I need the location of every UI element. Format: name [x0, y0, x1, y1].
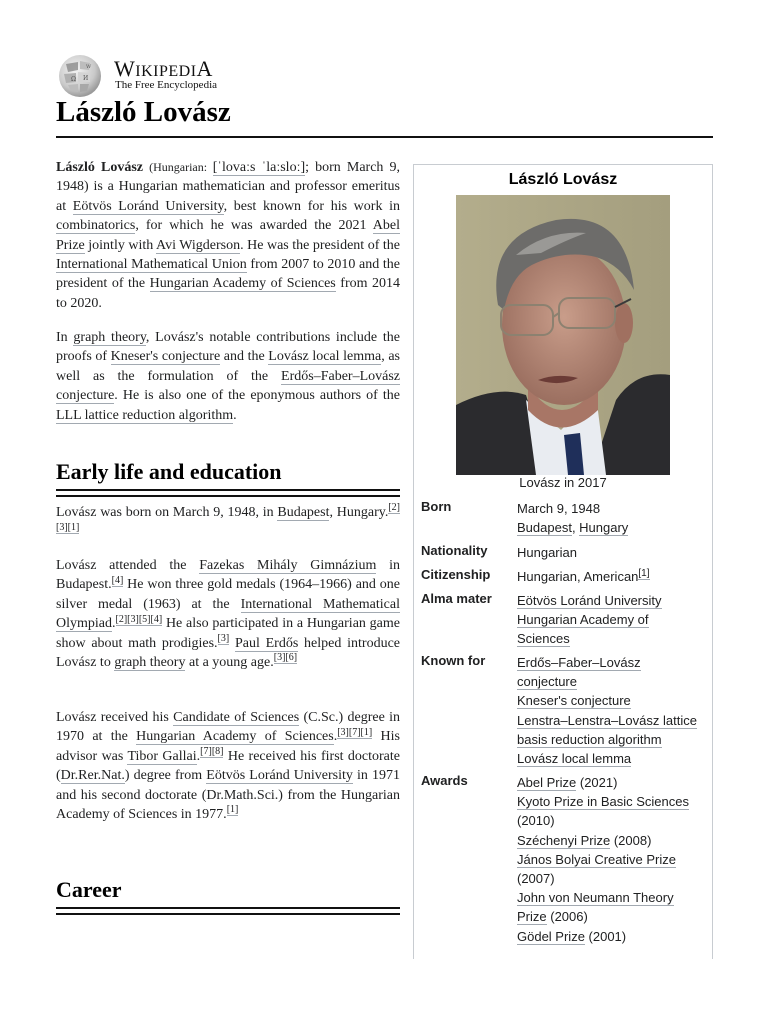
citation-ref[interactable]: [8] — [211, 746, 224, 758]
wordmark-text: WIKIPEDIA — [114, 56, 213, 81]
link-graph-theory[interactable]: graph theory — [114, 655, 186, 671]
title-divider — [56, 136, 713, 138]
text: His advisor was — [56, 729, 400, 764]
text: . He is also one of the eponymous authors of the — [114, 388, 400, 404]
text: . — [333, 729, 338, 745]
early-life-paragraph-1 — [56, 503, 400, 542]
link-combinatorics[interactable]: combinatorics — [56, 218, 136, 234]
award-year: (2007) — [517, 871, 555, 887]
award-year: (2001) — [584, 928, 627, 944]
link-lovasz-local-lemma[interactable]: Lovász local lemma — [268, 349, 382, 365]
photo-caption: Lovász in 2017 — [519, 475, 607, 490]
link-abel-prize[interactable]: Abel Prize — [517, 775, 577, 790]
link-john-von-neumann-prize[interactable]: Prize — [517, 909, 547, 925]
early-life-paragraph-3 — [56, 708, 400, 824]
label-alma-mater: Alma mater — [421, 591, 492, 606]
text: , Lovász's notable contributions include the proofs of — [56, 330, 400, 365]
link-hungarian-academy-of-sciences[interactable]: Sciences — [517, 631, 570, 647]
link-kyoto-prize[interactable]: Kyoto Prize in Basic Sciences — [517, 794, 689, 810]
label-awards: Awards — [421, 773, 468, 788]
citation-ref[interactable]: [5] — [138, 613, 151, 625]
section-heading-early-life: Early life and education — [56, 459, 282, 484]
link-lll-algorithm[interactable]: Lenstra–Lenstra–Lovász lattice — [517, 712, 697, 728]
link-budapest[interactable]: Budapest — [277, 505, 330, 520]
citation-ref[interactable]: [4] — [150, 613, 163, 625]
text: , for which he was awarded the 2021 — [135, 218, 373, 234]
citation-ref[interactable]: [6] — [285, 652, 298, 664]
svg-text:Ω: Ω — [71, 76, 76, 83]
citation-ref[interactable]: [7] — [348, 726, 361, 738]
citation-ref[interactable]: [3] — [337, 726, 349, 738]
link-hungary[interactable]: Hungary — [579, 520, 629, 536]
language-label: Hungarian: — [153, 160, 208, 174]
link-knesers-conjecture[interactable]: Kneser's conjecture — [110, 349, 221, 365]
citation-ref[interactable]: [3] — [56, 521, 68, 533]
link-fazekas-gimnazium[interactable]: Fazekas Mihály Gimnázium — [199, 558, 377, 573]
section-heading-career: Career — [56, 877, 122, 902]
text: jointly with — [84, 237, 156, 253]
ipa-pronunciation-link[interactable]: [ˈlovaːs ˈlaːsloː] — [212, 160, 306, 175]
text: Lovász received his — [56, 710, 174, 725]
text: helped introduce Lovász to — [56, 635, 401, 671]
value-born — [517, 499, 713, 537]
text: In — [56, 330, 74, 345]
text: Lovász was born on March 9, 1948, in — [56, 505, 278, 520]
text: , Hungary. — [329, 505, 389, 520]
link-godel-prize[interactable]: Gödel Prize — [517, 928, 585, 944]
link-hungarian-academy-of-sciences[interactable]: Hungarian Academy of Sciences — [149, 276, 336, 292]
link-graph-theory[interactable]: graph theory — [73, 330, 146, 345]
citation-ref[interactable]: [4] — [111, 574, 124, 586]
value-citizenship: Hungarian, American — [517, 569, 639, 584]
label-born: Born — [421, 499, 452, 514]
link-erdos-faber-lovasz-conjecture[interactable]: conjecture — [517, 674, 577, 690]
award-year: (2006) — [546, 909, 588, 925]
svg-text:И: И — [83, 75, 89, 82]
link-janos-bolyai-prize[interactable]: János Bolyai Creative Prize — [517, 851, 676, 867]
portrait-photo[interactable] — [456, 195, 670, 475]
label-known-for: Known for — [421, 653, 486, 668]
infobox-title: László Lovász — [508, 171, 618, 188]
text: . — [233, 407, 237, 423]
intro-paragraph-1: László Lovász (Hungarian: [ˈlovaːs ˈlaːsloː]; born March 9, 1948) is a Hungarian mathematician and professor emeritus at Eötvös Loránd University, best known for his work in combinatorics, for which he was awarded the 2021 Abel Prize jointly with Avi Wigderson. He was the president of the International Mathematical Union from 2007 to 2010 and the president of the Hungarian Academy of Sciences from 2014 to 2020. — [56, 160, 401, 311]
text: ) degree from — [124, 768, 207, 784]
link-paul-erdos[interactable]: Paul Erdős — [234, 635, 299, 651]
value-nationality: Hungarian — [517, 545, 577, 560]
text: in Budapest. — [56, 558, 401, 593]
link-lll-algorithm[interactable]: basis reduction algorithm — [517, 731, 662, 747]
link-erdos-faber-lovasz-conjecture[interactable]: Erdős–Faber–Lovász — [517, 655, 641, 670]
text: He also participated in a Hungarian game show about math prodigies. — [56, 616, 400, 651]
link-tibor-gallai[interactable]: Tibor Gallai — [127, 748, 197, 764]
link-lovasz-local-lemma[interactable]: Lovász local lemma — [517, 751, 632, 767]
text: He won three gold medals (1964–1966) and one silver medal (1963) at the — [56, 577, 400, 612]
citation-ref[interactable]: [1] — [226, 804, 239, 816]
intro-paragraph-2 — [56, 328, 400, 425]
text: (C.Sc.) degree in 1970 at the — [56, 710, 400, 745]
link-hungarian-academy-of-sciences[interactable]: Hungarian Academy of Sciences — [136, 729, 334, 745]
wikipedia-globe-icon[interactable] — [56, 54, 104, 98]
text: Lovász attended the — [56, 558, 200, 573]
link-budapest[interactable]: Budapest — [517, 520, 572, 536]
link-dr-rer-nat[interactable]: Dr.Rer.Nat. — [60, 768, 125, 784]
citation-ref[interactable]: [2] — [115, 613, 128, 625]
citation-ref[interactable]: [3] — [217, 632, 230, 644]
section-divider — [56, 907, 400, 915]
text: and the — [220, 349, 269, 365]
citation-ref[interactable]: [7] — [200, 746, 212, 758]
text: He received his first doctorate ( — [56, 748, 400, 784]
citation-ref[interactable]: [3] — [127, 613, 139, 625]
born-date: March 9, 1948 — [517, 501, 601, 516]
subject-name: László Lovász — [56, 160, 143, 175]
text: . He was the president of the — [240, 237, 400, 253]
link-avi-wigderson[interactable]: Avi Wigderson — [156, 237, 241, 253]
svg-text:W: W — [86, 64, 92, 70]
text: at a young age. — [185, 655, 274, 671]
link-international-mathematical-olympiad[interactable]: International Mathematical Olympiad — [56, 596, 400, 632]
early-life-paragraph-2 — [56, 556, 400, 672]
text: in 1971 and his second doctorate (Dr.Math.Sci.) from the Hungarian Academy of Sciences in 1977. — [56, 768, 401, 823]
text: from 2014 to 2020. — [56, 276, 400, 311]
link-john-von-neumann-prize[interactable]: John von Neumann Theory — [517, 890, 674, 906]
text: , — [571, 520, 580, 536]
citation-ref[interactable]: [3] — [273, 652, 286, 664]
text: . — [112, 616, 116, 632]
text: , as well as the formulation of the — [56, 349, 400, 384]
label-citizenship: Citizenship — [421, 567, 491, 582]
page-title: László Lovász — [56, 96, 231, 128]
citation-ref[interactable]: [1] — [638, 567, 650, 579]
link-erdos-faber-lovasz-conjecture[interactable]: Erdős–Faber–Lovász conjecture — [56, 368, 400, 404]
citation-ref[interactable]: [1] — [360, 726, 373, 738]
text: , best known for his work in — [223, 198, 400, 214]
award-year: (2010) — [517, 813, 555, 829]
text: . — [196, 748, 201, 764]
link-szechenyi-prize[interactable]: Széchenyi Prize — [517, 832, 611, 848]
link-knesers-conjecture[interactable]: Kneser's conjecture — [517, 693, 631, 709]
wikipedia-tagline: The Free Encyclopedia — [115, 79, 218, 91]
infobox — [413, 164, 713, 959]
link-eotvos-lorand-university[interactable]: Eötvös Loránd University — [72, 198, 224, 214]
citation-ref[interactable]: [1] — [67, 521, 80, 533]
award-year: (2021) — [576, 775, 618, 790]
label-nationality: Nationality — [421, 543, 488, 558]
link-candidate-of-sciences[interactable]: Candidate of Sciences — [173, 710, 300, 725]
link-abel-prize[interactable]: Abel Prize — [56, 218, 400, 253]
link-lll-algorithm[interactable]: LLL lattice reduction algorithm — [56, 407, 234, 423]
award-year: (2008) — [610, 832, 652, 848]
section-divider — [56, 489, 400, 497]
text: from 2007 to 2010 and the president of the — [56, 257, 400, 292]
link-hungarian-academy-of-sciences[interactable]: Hungarian Academy of — [517, 612, 649, 628]
link-international-mathematical-union[interactable]: International Mathematical Union — [56, 257, 247, 273]
citation-ref[interactable]: [2] — [388, 502, 400, 514]
text: ; born March 9, 1948) is a Hungarian mathematician and professor emeritus at — [56, 160, 401, 214]
link-eotvos-lorand-university[interactable]: Eötvös Loránd University — [517, 593, 662, 608]
link-eotvos-lorand-university[interactable]: Eötvös Loránd University — [206, 768, 353, 784]
